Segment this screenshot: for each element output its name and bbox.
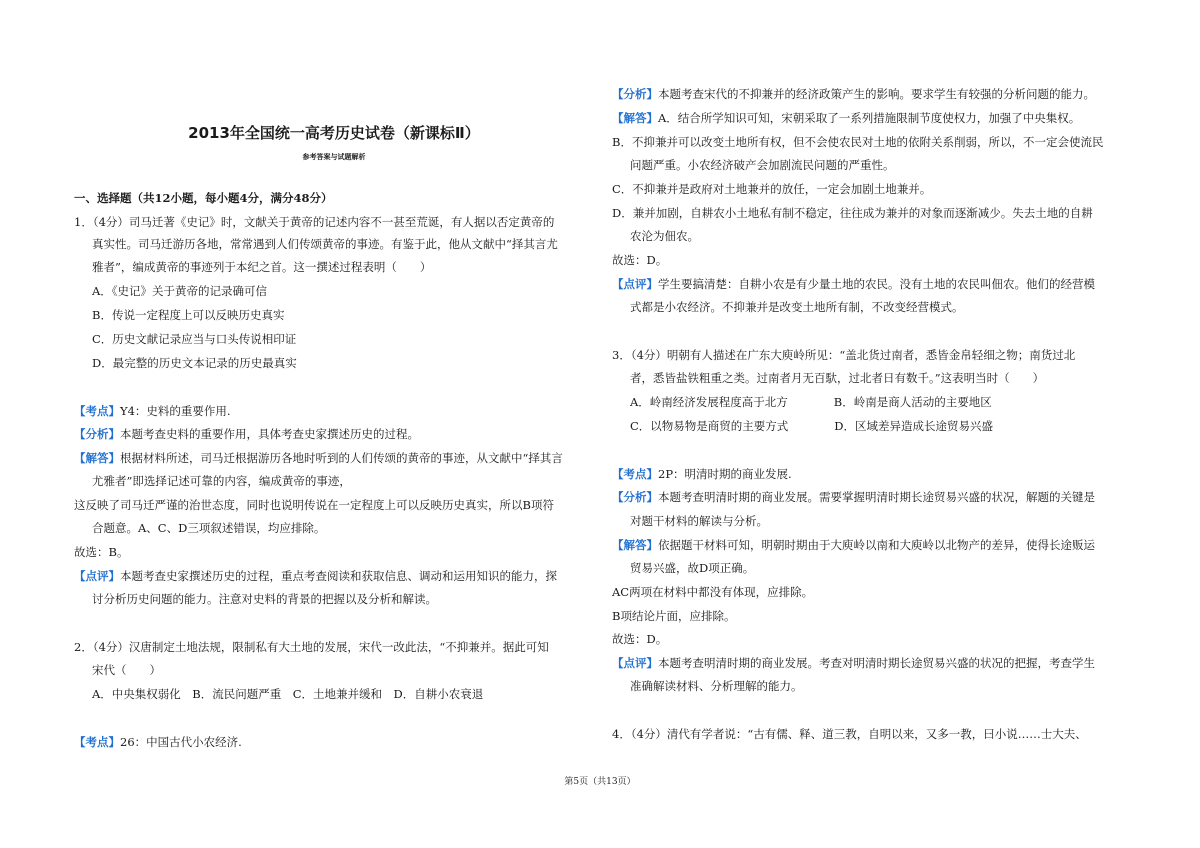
line-text: 根据材料所述，司马迁根据游历各地时听到的人们传颂的黄帝的事迹，从文献中“择其言 [120, 451, 563, 465]
line-text: 贸易兴盛，故D项正确。 [630, 561, 755, 575]
text-line [74, 639, 549, 655]
text-line [612, 394, 992, 410]
text-line [74, 283, 267, 299]
page-title: 2013年全国统一高考历史试卷（新课标Ⅱ） [188, 124, 480, 142]
text-line [612, 466, 792, 482]
line-text: D．最完整的历史文本记录的历史最真实 [92, 356, 297, 370]
line-text: B．传说一定程度上可以反映历史真实 [92, 308, 285, 322]
text-line [74, 520, 325, 536]
line-text: 本题考查史家撰述历史的过程，重点考查阅读和获取信息、调动和运用知识的能力，探 [120, 569, 557, 583]
line-text: C．以物易物是商贸的主要方式 D．区域差异造成长途贸易兴盛 [630, 419, 994, 433]
text-line [612, 537, 1095, 553]
line-text: 农沦为佃农。 [630, 229, 699, 243]
line-text: 宋代（ ） [92, 663, 161, 677]
line-text: 者，悉皆盐铁粗重之类。过南者月无百馱，过北者日有数千。”这表明当时（ ） [630, 371, 1045, 385]
text-line [74, 355, 297, 371]
text-line [612, 134, 1103, 150]
text-line [612, 560, 754, 576]
line-text: 尤雅者”即选择记述可靠的内容，编成黄帝的事迹， [92, 474, 351, 488]
section-tag: 【分析】 [74, 427, 120, 441]
text-line [612, 299, 964, 315]
text-line [74, 190, 333, 206]
page-subtitle: 参考答案与试题解析 [302, 152, 366, 161]
section-heading: 一、选择题（共12小题，每小题4分，满分48分） [74, 191, 333, 205]
text-line [74, 473, 351, 489]
text-line [612, 655, 1095, 671]
line-text: 故选：D。 [612, 253, 668, 267]
section-tag: 【点评】 [612, 656, 658, 670]
section-tag: 【点评】 [612, 277, 658, 291]
text-line [74, 403, 231, 419]
text-line [612, 584, 813, 600]
line-text: 对题干材料的解读与分析。 [630, 514, 768, 528]
line-text: 26：中国古代小农经济. [120, 735, 242, 749]
line-text: D．兼并加剧，自耕农小土地私有制不稳定，往往成为兼并的对象而逐渐减少。失去土地的自耕 [612, 206, 1093, 220]
text-line [612, 678, 803, 694]
text-line [612, 513, 768, 529]
line-text: 本题考查明清时期的商业发展。需要掌握明清时期长途贸易兴盛的状况，解题的关键是 [658, 490, 1095, 504]
text-line [612, 86, 1095, 102]
text-line [74, 331, 296, 347]
line-text: A．中央集权弱化 B．流民问题严重 C．土地兼并缓和 D．自耕小农衰退 [92, 687, 484, 701]
line-text: A．结合所学知识可知，宋朝采取了一系列措施限制节度使权力，加强了中央集权。 [658, 111, 1081, 125]
section-tag: 【分析】 [612, 490, 658, 504]
line-text: B．不抑兼并可以改变土地所有权，但不会使农民对土地的依附关系削弱，所以，不一定会使流民 [612, 135, 1104, 149]
line-text: 4．（4分）清代有学者说：“古有儒、释、道三教，自明以来，又多一教，曰小说……士大夫、 [612, 727, 1087, 741]
section-tag: 【解答】 [612, 111, 658, 125]
line-text: 合题意。A、C、D三项叙述错误，均应排除。 [92, 521, 326, 535]
text-line [612, 347, 1075, 363]
text-line [74, 662, 161, 678]
line-text: 依据题干材料可知，明朝时期由于大庾岭以南和大庾岭以北物产的差异，使得长途贩运 [658, 538, 1095, 552]
text-line [612, 276, 1095, 292]
line-text: A．岭南经济发展程度高于北方 B．岭南是商人活动的主要地区 [630, 395, 992, 409]
line-text: B项结论片面，应排除。 [612, 609, 736, 623]
line-text: 准确解读材料、分析理解的能力。 [630, 679, 803, 693]
text-line [612, 418, 993, 434]
text-line [74, 450, 563, 466]
text-line [74, 544, 128, 560]
text-line [74, 259, 431, 275]
line-text: 2P：明清时期的商业发展. [658, 467, 792, 481]
line-text: 讨分析历史问题的能力。注意对史料的背景的把握以及分析和解读。 [92, 592, 437, 606]
text-line [74, 426, 419, 442]
text-line [74, 686, 483, 702]
text-line [74, 568, 557, 584]
line-text: 本题考查明清时期的商业发展。考查对明清时期长途贸易兴盛的状况的把握，考查学生 [658, 656, 1095, 670]
line-text: 真实性。司马迁游历各地，常常遇到人们传颂黄帝的事迹。有鉴于此，他从文献中“择其言尤 [92, 237, 558, 251]
text-line [612, 370, 1044, 386]
line-text: AC两项在材料中都没有体现，应排除。 [612, 585, 814, 599]
text-line [74, 734, 242, 750]
text-line [612, 726, 1087, 742]
text-line [612, 631, 667, 647]
text-line [612, 252, 667, 268]
section-tag: 【解答】 [74, 451, 120, 465]
text-line [612, 205, 1093, 221]
line-text: 式都是小农经济。不抑兼并是改变土地所有制，不改变经营模式。 [630, 300, 964, 314]
text-line [612, 228, 699, 244]
section-tag: 【考点】 [612, 467, 658, 481]
text-line [74, 307, 284, 323]
line-text: 问题严重。小农经济破产会加剧流民问题的严重性。 [630, 158, 895, 172]
page-footer: 第5页（共13页） [564, 777, 636, 787]
section-tag: 【分析】 [612, 87, 658, 101]
section-tag: 【点评】 [74, 569, 120, 583]
line-text: 雅者”，编成黄帝的事迹列于本纪之首。这一撰述过程表明（ ） [92, 260, 432, 274]
line-text: 2．（4分）汉唐制定土地法规，限制私有大土地的发展，宋代一改此法，“不抑兼并。据此可知 [74, 640, 549, 654]
text-line [74, 591, 437, 607]
line-text: 本题考查史料的重要作用，具体考查史家撰述历史的过程。 [120, 427, 419, 441]
line-text: 学生要搞清楚：自耕小农是有少量土地的农民。没有土地的农民叫佃农。他们的经营模 [658, 277, 1095, 291]
text-line [74, 236, 558, 252]
line-text: C．不抑兼并是政府对土地兼并的放任，一定会加剧土地兼并。 [612, 182, 932, 196]
line-text: A．《史记》关于黄帝的记录确可信 [92, 284, 268, 298]
text-line [612, 157, 895, 173]
section-tag: 【考点】 [74, 735, 120, 749]
text-line [612, 110, 1080, 126]
section-tag: 【解答】 [612, 538, 658, 552]
text-line [612, 181, 931, 197]
text-line [74, 214, 554, 230]
section-tag: 【考点】 [74, 404, 120, 418]
text-line [74, 497, 554, 513]
line-text: 故选：D。 [612, 632, 668, 646]
line-text: C．历史文献记录应当与口头传说相印证 [92, 332, 297, 346]
line-text: 这反映了司马迁严谨的治世态度，同时也说明传说在一定程度上可以反映历史真实，所以B项符 [74, 498, 554, 512]
line-text: 故选：B。 [74, 545, 129, 559]
line-text: 1．（4分）司马迁著《史记》时，文献关于黄帝的记述内容不一甚至荒诞，有人据以否定黄帝的 [74, 215, 555, 229]
line-text: Y4：史料的重要作用. [120, 404, 231, 418]
text-line [612, 608, 735, 624]
line-text: 本题考查宋代的不抑兼并的经济政策产生的影响。要求学生有较强的分析问题的能力。 [658, 87, 1095, 101]
line-text: 3．（4分）明朝有人描述在广东大庾岭所见：“盖北货过南者，悉皆金帛轻细之物；南货过北 [612, 348, 1076, 362]
text-line [612, 489, 1095, 505]
